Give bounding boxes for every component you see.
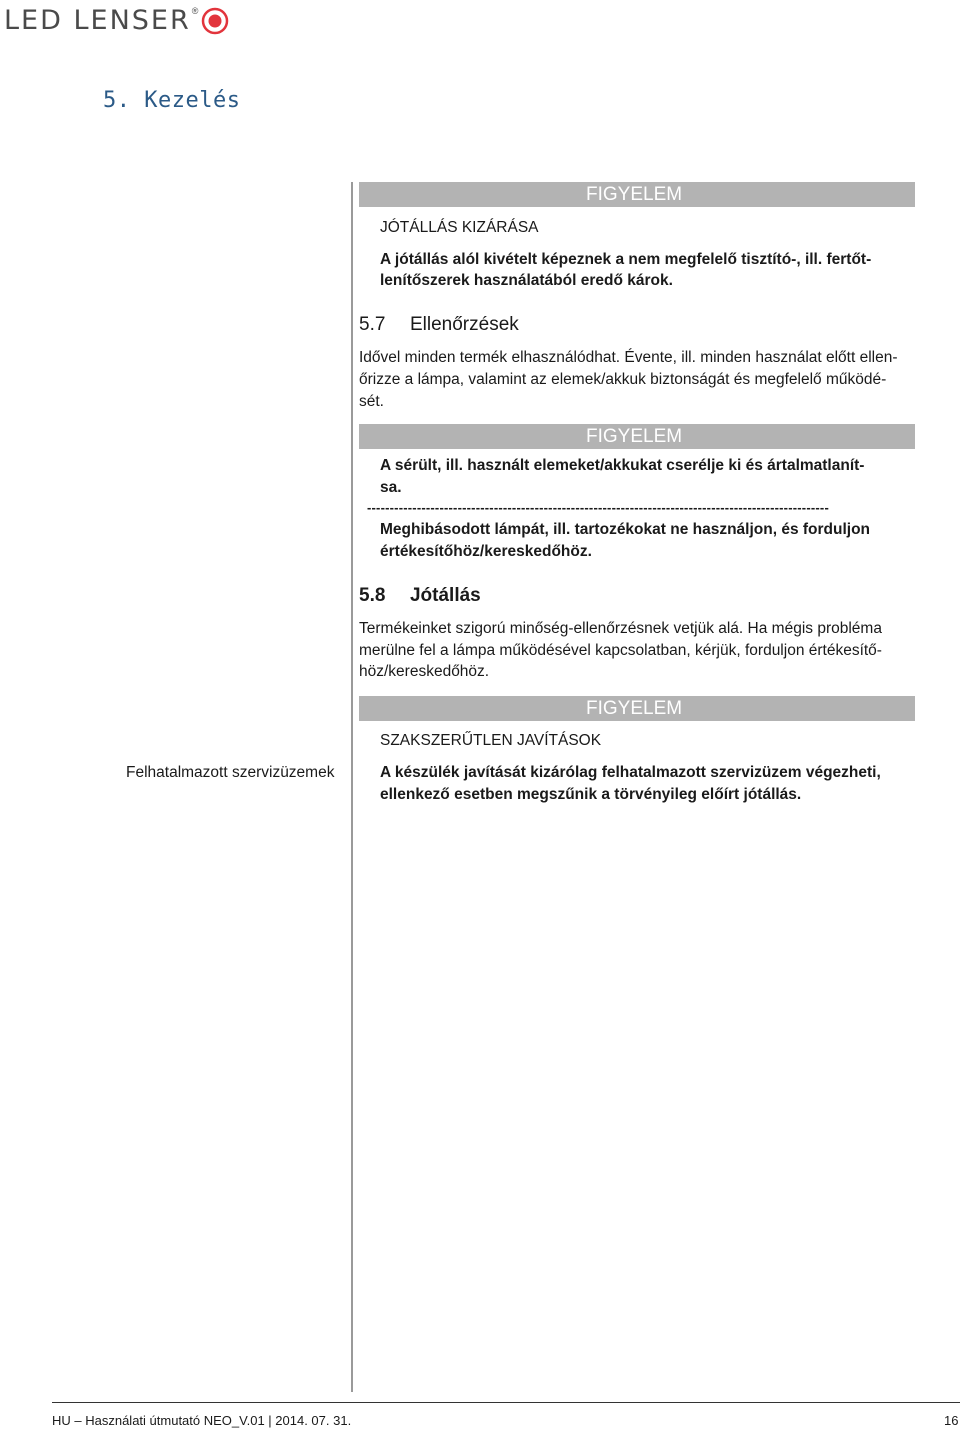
section-5-8-line-1: Termékeinket szigorú minőség-ellenőrzésnek vetjük alá. Ha mégis probléma <box>359 620 882 637</box>
section-5-8-line-2: merülne fel a lámpa működésével kapcsolatban, kérjük, forduljon értékesítő- <box>359 642 882 659</box>
footer-rule <box>52 1402 960 1403</box>
page-title: 5. Kezelés <box>103 88 241 113</box>
section-5-8-title: Jótállás <box>409 585 481 606</box>
improper-repairs-line-1: A készülék javítását kizárólag felhatalmazott szervizüzem végezheti, <box>380 764 881 781</box>
warranty-exclusion-line-2: lenítőszerek használatából eredő károk. <box>380 272 673 289</box>
column-divider <box>351 182 353 1392</box>
notice-bar-batteries: FIGYELEM <box>359 424 915 449</box>
section-5-7-line-3: sét. <box>359 393 384 410</box>
section-5-7-heading <box>359 314 519 336</box>
section-5-7-line-2: őrizze a lámpa, valamint az elemek/akkuk biztonságát és megfelelő működé- <box>359 371 887 388</box>
notice-bar-warranty-exclusion: FIGYELEM <box>359 182 915 207</box>
section-5-8-line-3: höz/kereskedőhöz. <box>359 663 490 680</box>
batteries-warning-line-1: A sérült, ill. használt elemeket/akkukat cserélje ki és ártalmatlanít- <box>380 457 865 474</box>
section-5-8-heading <box>359 585 481 607</box>
logo-text: LED LENSER <box>4 5 191 36</box>
section-5-8-number: 5.8 <box>359 585 386 606</box>
section-5-7-title: Ellenőrzések <box>409 314 519 335</box>
section-5-7-line-1: Idővel minden termék elhasználódhat. Évente, ill. minden használat előtt ellen- <box>359 349 898 366</box>
footer-text: HU – Használati útmutató NEO_V.01 | 2014. 07. 31. <box>52 1413 352 1428</box>
improper-repairs-line-2: ellenkező esetben megszűnik a törvényileg előírt jótállás. <box>380 786 802 803</box>
brand-logo <box>4 4 229 38</box>
damaged-lamp-line-1: Meghibásodott lámpát, ill. tartozékokat ne használjon, és forduljon <box>380 521 871 538</box>
logo-registered-mark: ® <box>191 6 199 16</box>
notice-bar-improper-repairs: FIGYELEM <box>359 696 915 721</box>
dashed-separator: ------------------------------------------------------------------------------------------------------ <box>367 500 829 515</box>
improper-repairs-heading: SZAKSZERŰTLEN JAVÍTÁSOK <box>380 732 602 749</box>
side-label-authorized-service: Felhatalmazott szervizüzemek <box>126 764 335 781</box>
section-5-7-number: 5.7 <box>359 314 386 335</box>
warranty-exclusion-line-1: A jótállás alól kivételt képeznek a nem megfelelő tisztító-, ill. fertőt- <box>380 251 872 268</box>
logo-circle-icon <box>201 7 229 35</box>
warranty-exclusion-heading: JÓTÁLLÁS KIZÁRÁSA <box>380 219 539 236</box>
batteries-warning-line-2: sa. <box>380 479 402 496</box>
damaged-lamp-line-2: értékesítőhöz/kereskedőhöz. <box>380 543 592 560</box>
page-number: 16 <box>944 1413 959 1428</box>
